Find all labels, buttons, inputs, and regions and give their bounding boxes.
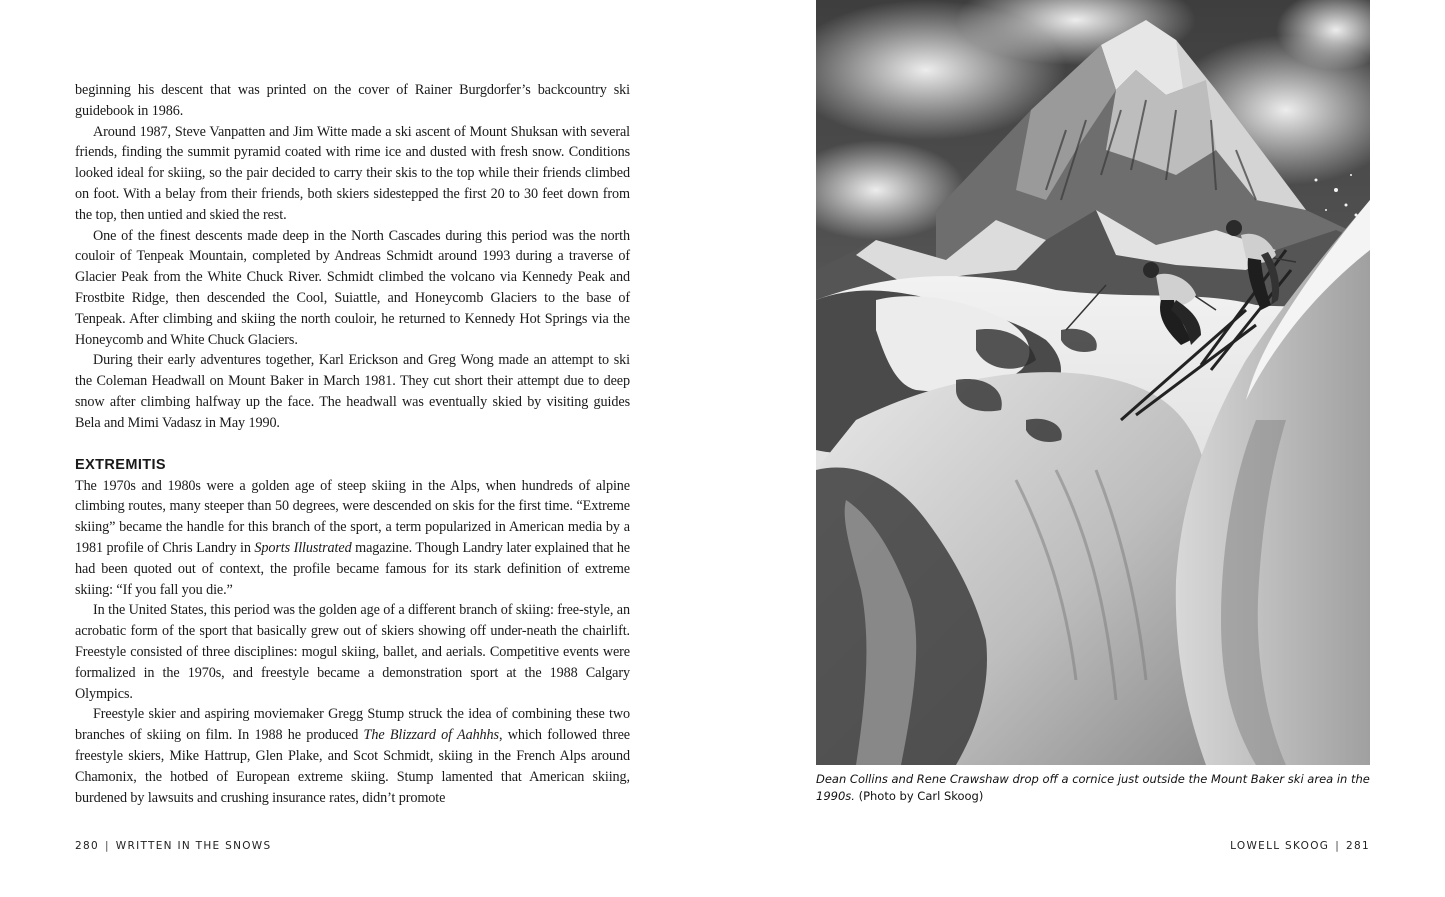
body-paragraph: beginning his descent that was printed on the cover of Rainer Burgdorfer’s backcountry ski guidebook in 1986. xyxy=(75,82,630,119)
photo-credit: (Photo by Carl Skoog) xyxy=(854,788,984,803)
body-paragraph: In the United States, this period was the golden age of a different branch of skiing: free-style, an acrobatic form of the sport that basically grew out of skiers showing off under-neath the chairlift. Freestyle consisted of three disciplines: mogul skiing, ballet, and aerials. Competitive events were formalized in the 1970s, and freestyle became a demonstration sport at the 1988 Calgary Olympics. xyxy=(75,602,630,702)
left-page-body xyxy=(75,80,630,808)
running-head-title: WRITTEN IN THE SNOWS xyxy=(115,840,272,852)
body-paragraph: During their early adventures together, Karl Erickson and Greg Wong made an attempt to ski the Coleman Headwall on Mount Baker in March 1981. They cut short their attempt due to deep snow after climbing halfway up the face. The headwall was eventually skied by visiting guides Bela and Mimi Vadasz in May 1990. xyxy=(75,352,630,431)
folio-separator: | xyxy=(104,840,110,852)
folio-right xyxy=(1230,840,1370,852)
body-paragraph: Freestyle skier and aspiring moviemaker Gregg Stump struck the idea of combining these two branches of skiing on film. In 1988 he produced The Blizzard of Aahhhs, which followed three freestyle skiers, Mike Hattrup, Glen Plake, and Scot Schmidt, skiing in the French Alps around Chamonix, the hotbed of European extreme skiing. Stump lamented that American skiing, burdened by lawsuits and crushing insurance rates, didn’t promote xyxy=(75,706,630,806)
body-paragraph: Around 1987, Steve Vanpatten and Jim Witte made a ski ascent of Mount Shuksan with several friends, finding the summit pyramid coated with rime ice and dusted with fresh snow. Conditions looked ideal for skiing, so the pair decided to carry their skis to the top while their friends climbed on foot. With a belay from their friends, both skiers sidestepped the first 20 to 30 feet down from the top, then untied and skied the rest. xyxy=(75,123,630,223)
page-number: 281 xyxy=(1346,840,1370,852)
body-paragraph: The 1970s and 1980s were a golden age of steep skiing in the Alps, when hundreds of alpine climbing routes, many steeper than 50 degrees, were descended on skis for the first time. “Extreme skiing” became the handle for this branch of the sport, a term popularized in American media by a 1981 profile of Chris Landry in Sports Illustrated magazine. Though Landry later explained that he had been quoted out of context, the profile became famous for its stark definition of extreme skiing: “If you fall you die.” xyxy=(75,477,631,598)
section-heading: EXTREMITIS xyxy=(75,456,167,473)
page-number: 280 xyxy=(75,840,99,852)
body-text-block xyxy=(75,80,630,434)
mountain-ski-photo-image xyxy=(816,0,1370,765)
photo-caption xyxy=(816,771,1372,804)
caption-text: Dean Collins and Rene Crawshaw drop off a cornice just outside the Mount Baker ski area in the 1990s. xyxy=(816,772,1370,803)
ski-photo xyxy=(816,0,1370,765)
folio-separator: | xyxy=(1335,840,1341,852)
folio-left xyxy=(75,840,271,852)
body-paragraph: One of the finest descents made deep in the North Cascades during this period was the north couloir of Tenpeak Mountain, completed by Andreas Schmidt around 1993 during a traverse of Glacier Peak from the White Chuck River. Schmidt climbed the volcano via Kennedy Peak and Frostbite Ridge, then descended the Cool, Suiattle, and Honeycomb Glaciers to the base of Tenpeak. After climbing and skiing the north couloir, he returned to Kennedy Hot Springs via the Honeycomb and White Chuck Glaciers. xyxy=(75,227,630,348)
running-head-author: LOWELL SKOOG xyxy=(1230,840,1330,852)
